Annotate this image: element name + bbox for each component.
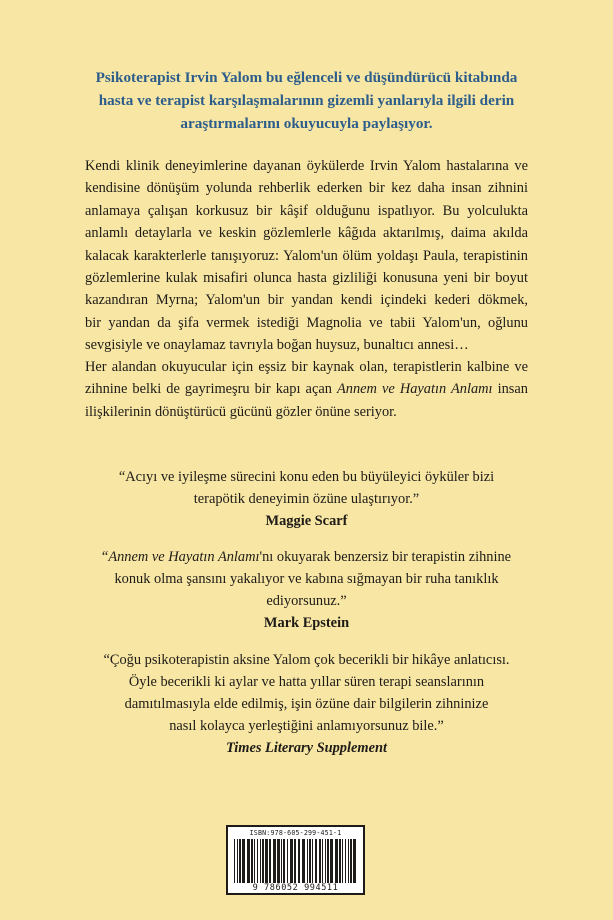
isbn-barcode [226, 825, 365, 895]
barcode-bar [257, 839, 258, 883]
intro-line: Psikoterapist Irvin Yalom bu eğlenceli ve düşündürücü kitabında [95, 69, 518, 86]
quote-line: “Acıyı ve iyileşme sürecini konu eden bu büyüleyici öyküler bizi [118, 469, 495, 485]
paragraph-line: Her alandan okuyucular için eşsiz bir kaynak olan, terapistlerin kalbine ve [85, 359, 528, 375]
barcode-bar [254, 839, 255, 883]
barcode-bar [350, 839, 352, 883]
description-paragraph-1 [85, 155, 528, 357]
barcode-bar [345, 839, 346, 883]
barcode-bar [325, 839, 326, 883]
paragraph-line [85, 378, 528, 400]
barcode-bar [294, 839, 296, 883]
quote-line: Öyle becerikli ki aylar ve hatta yıllar süren terapi seanslarının [128, 674, 485, 690]
open-quote: “ [101, 549, 109, 565]
barcode-bar [342, 839, 343, 883]
quote-line: terapötik deneyimin özüne ulaştırıyor.” [193, 491, 420, 507]
line-text: insan [492, 381, 528, 398]
paragraph-line: gözlemlerine kulak misafiri olunca hasta gizliliği konusuna yeni bir boyut [85, 270, 528, 287]
quote-line: ediyorsunuz.” [266, 593, 347, 609]
barcode-bar [302, 839, 305, 883]
barcode-bar [281, 839, 282, 883]
barcode-bar [273, 839, 276, 883]
quote-line: damıtılmasıyla elde edilmiş, işin özüne dair bilgilerin zihninize [124, 696, 489, 712]
paragraph-line: anlamlı detaylarla ve keskin gözlemlerle kâğıda aktarılmış, daima akılda [85, 225, 528, 242]
book-title: Annem ve Hayatın Anlamı [108, 549, 260, 565]
barcode-bar [348, 839, 349, 883]
paragraph-line: kazandıran Myrna; Yalom'un bir yandan kendi içindeki kederi dökmek, [85, 292, 528, 309]
quote-line: “Çoğu psikoterapistin aksine Yalom çok becerikli bir hikâye anlatıcısı. [103, 652, 510, 668]
quote-line: konuk olma şansını yakalıyor ve kabına sığmayan bir ruha tanıklık [114, 571, 499, 587]
barcode-bar [335, 839, 338, 883]
barcode-bar [290, 839, 293, 883]
barcode-bar [315, 839, 317, 883]
paragraph-line: kendisine dönüşüm yolunda rehberlik ederken bir kez daha insan zihnini [85, 180, 528, 197]
barcode-bar [307, 839, 308, 883]
intro-line: araştırmalarını okuyucuyla paylaşıyor. [180, 115, 433, 132]
barcode-bar [262, 839, 264, 883]
intro-blurb [50, 66, 563, 135]
paragraph-line: anlamaya çalışan korkusuz bir kâşif olduğunu ispatlıyor. Bu yolculukta [85, 202, 528, 219]
barcode-bar [322, 839, 323, 883]
intro-line: hasta ve terapist karşılaşmalarının gizemli yanlarıyla ilgili derin [98, 92, 515, 109]
paragraph-line: ilişkilerinin dönüştürücü gücünü gözler önüne seriyor. [85, 403, 397, 420]
barcode-bar [339, 839, 341, 883]
paragraph-line: bir yandan da şifa vermek istediği Magnolia ve tabii Yalom'un, oğlunu [85, 314, 528, 331]
barcode-bar [319, 839, 321, 883]
paragraph-line: Kendi klinik deneyimlerine dayanan öykülerde Irvin Yalom hastalarına ve [85, 158, 528, 174]
barcode-bar [298, 839, 300, 883]
barcode-bar [239, 839, 241, 883]
barcode-bar [277, 839, 280, 883]
barcode-bar [242, 839, 245, 883]
barcode-bar [312, 839, 313, 883]
barcode-bar [265, 839, 268, 883]
book-title: Annem ve Hayatın Anlamı [336, 381, 493, 398]
line-text: 'nı okuyarak benzersiz bir terapistin zihnine [259, 549, 512, 565]
paragraph-line: kalacak karakterlerle tanışıyoruz: Yalom'un ölüm yoldaşı Paula, terapistinin [85, 247, 528, 264]
quote-author: Mark Epstein [263, 615, 350, 631]
barcode-bar [287, 839, 288, 883]
barcode-digits: 9 786052 994511 [252, 883, 339, 893]
paragraph-line: sevgisiyle ve onaylamaz tavrıyla boğan huysuz, bunaltıcı annesi… [85, 337, 469, 354]
barcode-bar [260, 839, 261, 883]
barcode-bar [327, 839, 329, 883]
barcode-bar [283, 839, 285, 883]
barcode-bars [234, 839, 357, 883]
review-quote-2 [60, 546, 553, 634]
barcode-bar [330, 839, 333, 883]
barcode-bar [247, 839, 250, 883]
review-quote-1 [60, 466, 553, 532]
barcode-bar [234, 839, 235, 883]
quote-line [60, 546, 553, 568]
barcode-bar [237, 839, 238, 883]
isbn-label: ISBN:978-605-299-451-1 [249, 829, 342, 837]
barcode-bar [309, 839, 311, 883]
review-quote-3 [60, 649, 553, 759]
quote-author: Times Literary Supplement [226, 740, 387, 756]
description-paragraph-2 [85, 356, 528, 423]
quote-line: nasıl kolayca yerleştiğini anlamıyorsunuz bile.” [169, 718, 444, 734]
barcode-bar [269, 839, 271, 883]
line-text: zihnine belki de gayrimeşru bir kapı açan [85, 381, 337, 398]
barcode-bar [353, 839, 356, 883]
quote-author: Maggie Scarf [265, 513, 348, 529]
barcode-bar [251, 839, 253, 883]
